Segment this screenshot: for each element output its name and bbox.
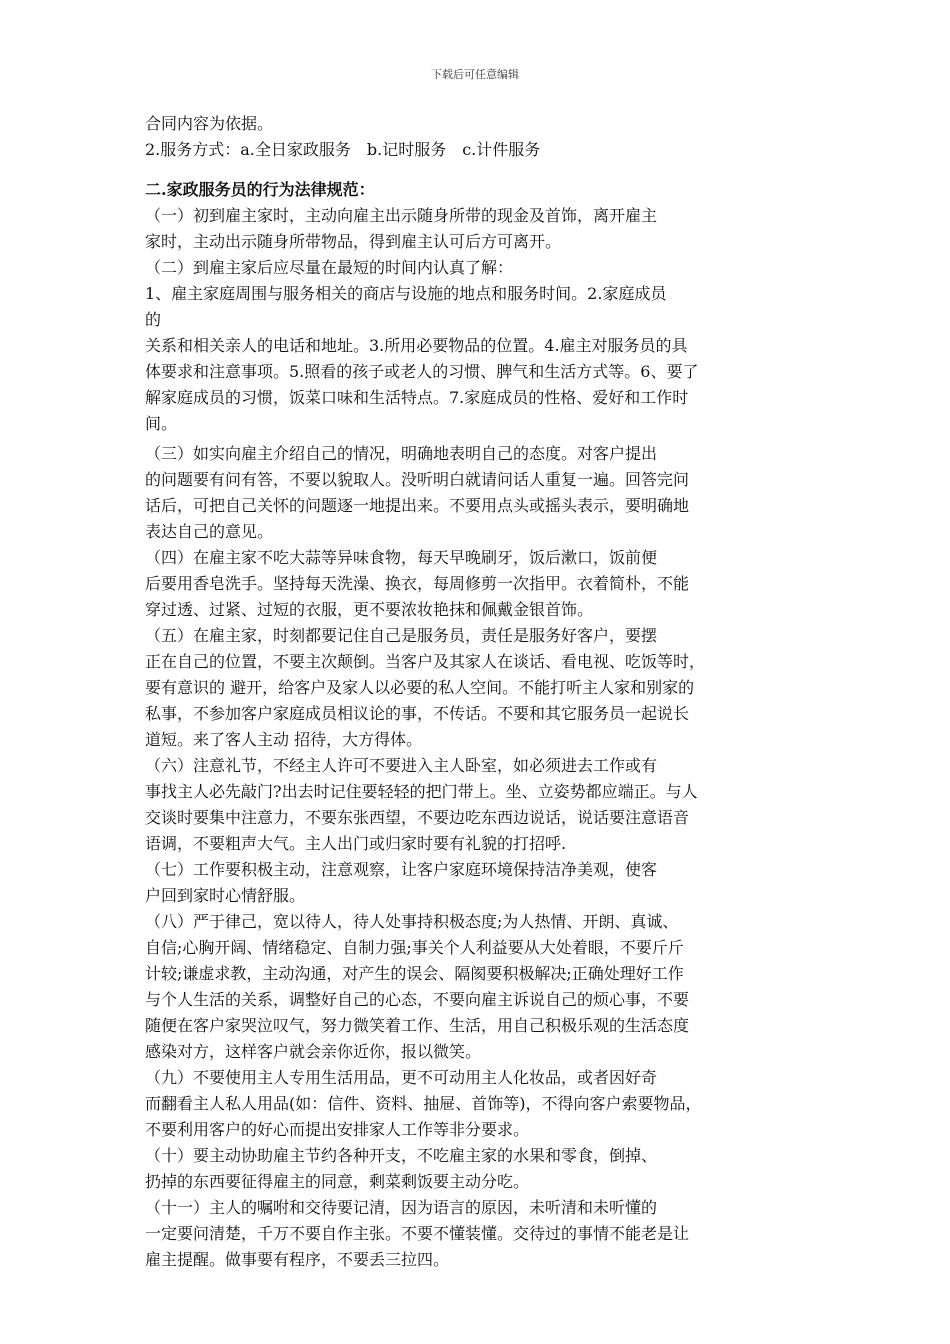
paragraph-line: 要有意识的 避开，给客户及家人以必要的私人空间。不能打听主人家和别家的 (145, 678, 695, 697)
paragraph-line: （一）初到雇主家时，主动向雇主出示随身所带的现金及首饰，离开雇主 (145, 206, 658, 225)
paragraph-line: 而翻看主人私人用品(如：信件、资料、抽屉、首饰等)，不得向客户索要物品， (145, 1094, 702, 1113)
paragraph-line: 户回到家时心情舒服。 (145, 886, 306, 905)
paragraph-line: 1、雇主家庭周围与服务相关的商店与设施的地点和服务时间。2.家庭成员 (145, 284, 667, 303)
paragraph-line: 交谈时要集中注意力，不要东张西望，不要边吃东西边说话，说话要注意语音 (145, 808, 690, 827)
spacer (145, 163, 810, 177)
paragraph-line: 话后，可把自己关怀的问题逐一地提出来。不要用点头或摇头表示，要明确地 (145, 496, 690, 515)
paragraph-line: 关系和相关亲人的电话和地址。3.所用必要物品的位置。4.雇主对服务员的具 (145, 336, 688, 355)
paragraph-line: （四）在雇主家不吃大蒜等异味食物，每天早晚刷牙，饭后漱口，饭前便 (145, 548, 658, 567)
paragraph-line: （十）要主动协助雇主节约各种开支，不吃雇主家的水果和零食，倒掉、 (145, 1146, 658, 1165)
paragraph-line: （二）到雇主家后应尽量在最短的时间内认真了解： (145, 258, 514, 277)
paragraph-line: 自信;心胸开阔、情绪稳定、自制力强;事关个人利益要从大处着眼，不要斤斤 (145, 938, 684, 957)
paragraph-line: 事找主人必先敲门?出去时记住要轻轻的把门带上。坐、立姿势都应端正。与人 (145, 782, 698, 801)
paragraph-line: （九）不要使用主人专用生活用品，更不可动用主人化妆品，或者因好奇 (145, 1068, 658, 1087)
paragraph-line: 计较;谦虚求教，主动沟通，对产生的误会、隔阂要积极解决;正确处理好工作 (145, 964, 684, 983)
paragraph-line: 表达自己的意见。 (145, 522, 274, 541)
paragraph-line: 间。 (145, 414, 178, 433)
paragraph-line: 的 (145, 310, 162, 329)
paragraph-line: 与个人生活的关系，调整好自己的心态，不要向雇主诉说自己的烦心事，不要 (145, 990, 690, 1009)
section-heading: 二.家政服务员的行为法律规范： (145, 180, 375, 199)
paragraph-line: 感染对方，这样客户就会亲你近你，报以微笑。 (145, 1042, 482, 1061)
paragraph-line: 道短。来了客人主动 招待，大方得体。 (145, 730, 423, 749)
paragraph-line: （三）如实向雇主介绍自己的情况，明确地表明自己的态度。对客户提出 (145, 444, 658, 463)
service-method-line: 2.服务方式：a.全日家政服务 b.记时服务 c.计件服务 (145, 140, 541, 159)
paragraph-line: 雇主提醒。做事要有程序，不要丢三拉四。 (145, 1250, 450, 1269)
paragraph-line: （六）注意礼节，不经主人许可不要进入主人卧室，如必须进去工作或有 (145, 756, 658, 775)
page-header: 下载后可任意编辑 (431, 68, 519, 81)
paragraph-line: 扔掉的东西要征得雇主的同意，剩菜剩饭要主动分吃。 (145, 1172, 530, 1191)
paragraph-line: 解家庭成员的习惯，饭菜口味和生活特点。7.家庭成员的性格、爱好和工作时 (145, 388, 689, 407)
paragraph-line: 私事，不参加客户家庭成员相议论的事，不传话。不要和其它服务员一起说长 (145, 704, 690, 723)
paragraph-line: 体要求和注意事项。5.照看的孩子或老人的习惯、脾气和生活方式等。6、要了 (145, 362, 699, 381)
paragraph-line: 后要用香皂洗手。坚持每天洗澡、换衣，每周修剪一次指甲。衣着简朴，不能 (145, 574, 690, 593)
paragraph-line: 合同内容为依据。 (145, 114, 274, 133)
document-body (145, 111, 810, 1273)
paragraph-line: （七）工作要积极主动，注意观察，让客户家庭环境保持洁净美观，使客 (145, 860, 658, 879)
paragraph-line: 一定要问清楚，千万不要自作主张。不要不懂装懂。交待过的事情不能老是让 (145, 1224, 690, 1243)
paragraph-line: （八）严于律己，宽以待人，待人处事持积极态度;为人热情、开朗、真诚、 (145, 912, 679, 931)
paragraph-line: 正在自己的位置，不要主次颠倒。当客户及其家人在谈话、看电视、吃饭等时， (145, 652, 706, 671)
paragraph-line: 穿过透、过紧、过短的衣服，更不要浓妆艳抹和佩戴金银首饰。 (145, 600, 594, 619)
paragraph-line: 随便在客户家哭泣叹气，努力微笑着工作、生活，用自己积极乐观的生活态度 (145, 1016, 690, 1035)
paragraph-line: 的问题要有问有答，不要以貌取人。没听明白就请问话人重复一遍。回答完问 (145, 470, 690, 489)
paragraph-line: 不要利用客户的好心而提出安排家人工作等非分要求。 (145, 1120, 530, 1139)
paragraph-line: 家时，主动出示随身所带物品，得到雇主认可后方可离开。 (145, 232, 562, 251)
paragraph-line: （五）在雇主家，时刻都要记住自己是服务员，责任是服务好客户，要摆 (145, 626, 658, 645)
paragraph-line: （十一）主人的嘱咐和交待要记清，因为语言的原因，未听清和未听懂的 (145, 1198, 658, 1217)
paragraph-line: 语调，不要粗声大气。主人出门或归家时要有礼貌的打招呼. (145, 834, 567, 853)
